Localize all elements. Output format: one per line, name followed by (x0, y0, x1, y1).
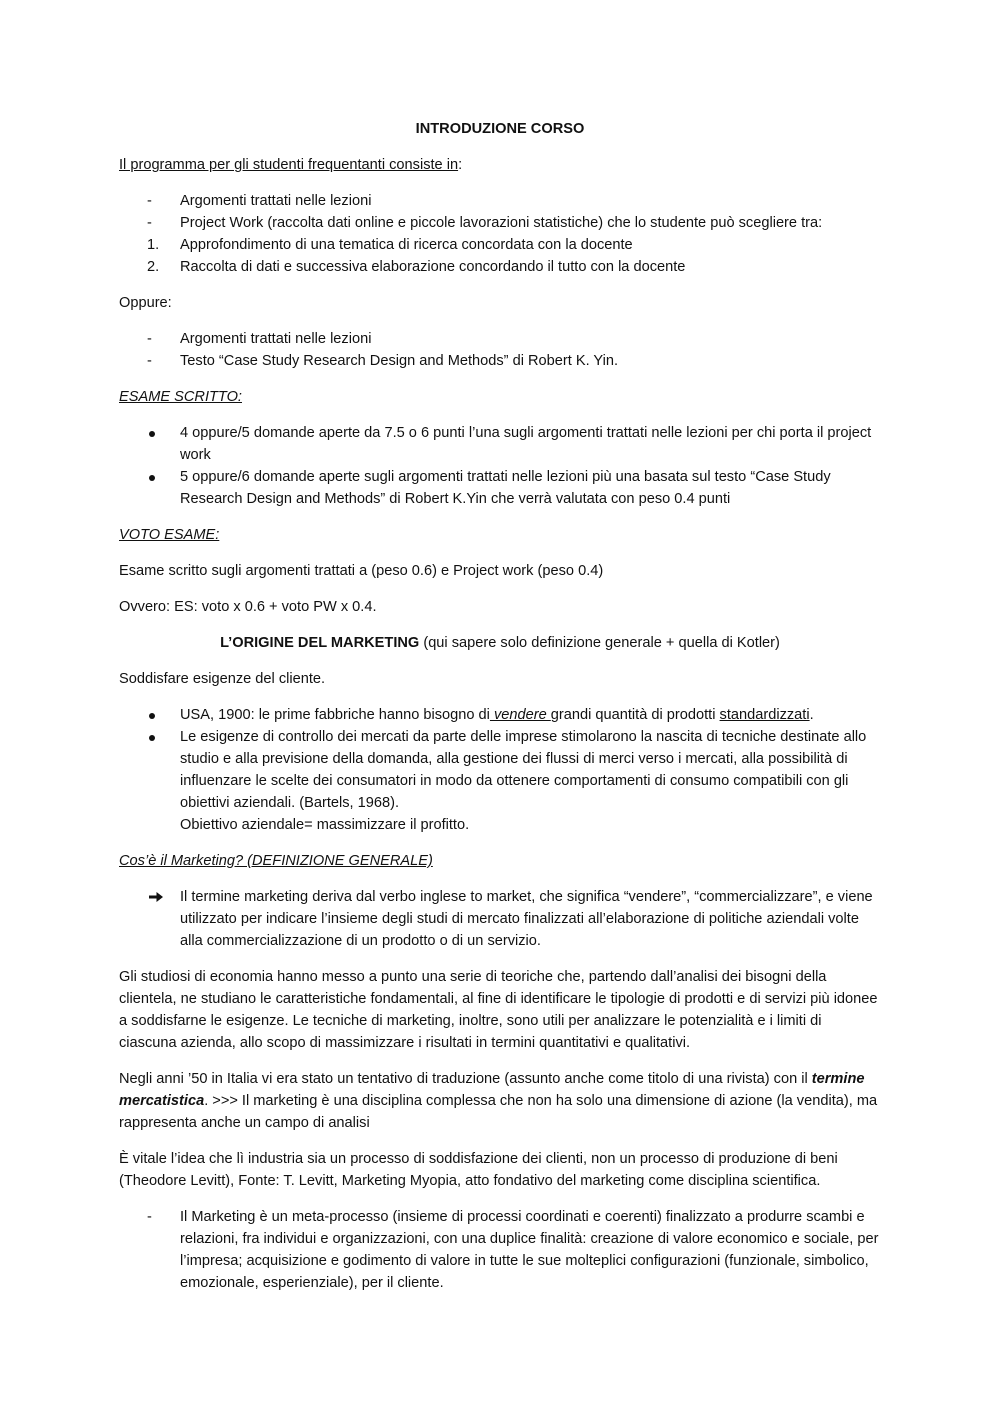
origine-list (119, 704, 881, 836)
list-item-text: 5 oppure/6 domande aperte sugli argomenti trattati nelle lezioni più una basata sul testo “Case Study Research Design and Methods” di Robert K.Yin che verrà valutata con peso 0.4 punti (180, 469, 831, 507)
list-item (119, 350, 881, 372)
list-marker: - (147, 353, 152, 369)
document-body (119, 118, 881, 1308)
list-marker: - (147, 215, 152, 231)
list-item-text: Argomenti trattati nelle lezioni (180, 331, 372, 347)
meta-list (119, 1206, 881, 1294)
esame-list (119, 422, 881, 510)
origine-bold: L’ORIGINE DEL MARKETING (220, 635, 420, 651)
bullet-icon (149, 735, 155, 741)
list-item-text: Testo “Case Study Research Design and Methods” di Robert K. Yin. (180, 353, 619, 369)
list-marker: - (147, 1209, 152, 1225)
program-intro-underlined: Il programma per gli studenti frequentanti consiste in (119, 157, 459, 173)
esame-heading: ESAME SCRITTO: (119, 389, 242, 405)
alternative-list (119, 328, 881, 372)
list-item (119, 704, 881, 726)
oppure-label: Oppure: (119, 295, 172, 311)
bullet-icon (149, 475, 155, 481)
origine-heading (119, 632, 881, 654)
list-item (119, 212, 881, 234)
voto-text: Esame scritto sugli argomenti trattati a (peso 0.6) e Project work (peso 0.4) (119, 563, 604, 579)
anni-text-c: . >>> Il marketing è una disciplina complessa che non ha solo una dimensione di azione (la vendita), ma rappresenta anche un campo di analisi (119, 1093, 878, 1131)
page-title: INTRODUZIONE CORSO (415, 121, 585, 137)
usa-text-a: USA, 1900: le prime fabbriche hanno bisogno di (180, 707, 490, 723)
bullet-icon (149, 713, 155, 719)
program-intro (119, 154, 881, 176)
list-item (119, 466, 881, 510)
list-item-text: Raccolta di dati e successiva elaborazione concordando il tutto con la docente (180, 259, 686, 275)
list-marker: 1. (147, 237, 160, 253)
list-item-text: Argomenti trattati nelle lezioni (180, 193, 372, 209)
program-intro-tail: : (458, 157, 463, 173)
list-item (119, 328, 881, 350)
usa-text-end: . (809, 707, 814, 723)
list-item (119, 234, 881, 256)
list-item-text: Le esigenze di controllo dei mercati da parte delle imprese stimolarono la nascita di tecniche destinate allo studio e alla previsione della domanda, alla gestione dei flussi di merci verso i mercati, alla possibilità di influenzare le scelte dei consumatori in modo da ottenere comportamenti di consumo compatibili con gli obiettivi aziendali. (Bartels, 1968). (180, 729, 867, 811)
anni-paragraph (119, 1068, 881, 1134)
voto-heading: VOTO ESAME: (119, 527, 220, 543)
list-marker: - (147, 331, 152, 347)
anni-text-term: termine mercatistica (119, 1071, 865, 1109)
list-item-text: 4 oppure/5 domande aperte da 7.5 o 6 punti l’una sugli argomenti trattati nelle lezioni per chi porta il project work (180, 425, 872, 463)
origine-note: (qui sapere solo definizione generale + quella di Kotler) (419, 635, 780, 651)
list-marker: - (147, 193, 152, 209)
studiosi-paragraph: Gli studiosi di economia hanno messo a punto una serie di teoriche che, partendo dall’analisi dei bisogni della clientela, ne studiano le caratteristiche fondamentali, al fine di identificare le tipologie di prodotti e di servizi più idonee a soddisfarne le esigenze. Le tecniche di marketing, inoltre, sono utili per analizzare le potenzialità e i limiti di ciascuna azienda, allo scopo di massimizzare i risultati in termini quantitativi e qualitativi. (119, 969, 878, 1051)
list-item (119, 1206, 881, 1294)
list-item (119, 422, 881, 466)
arrow-right-icon (148, 889, 164, 912)
list-item (119, 190, 881, 212)
voto-formula: Ovvero: ES: voto x 0.6 + voto PW x 0.4. (119, 599, 377, 615)
usa-text-standardizzati: standardizzati (719, 707, 810, 723)
bullet-icon (149, 431, 155, 437)
obiettivo-text: Obiettivo aziendale= massimizzare il profitto. (180, 817, 470, 833)
list-item (119, 256, 881, 278)
list-item-text: Il termine marketing deriva dal verbo inglese to market, che significa “vendere”, “commercializzare”, e viene utilizzato per indicare l’insieme degli studi di mercato finalizzati all’elaborazione di politiche aziendali volte alla commercializzazione di un prodotto o di un servizio. (180, 889, 873, 949)
list-item (119, 726, 881, 836)
list-marker: 2. (147, 259, 160, 275)
list-item-text: Project Work (raccolta dati online e piccole lavorazioni statistiche) che lo studente può scegliere tra: (180, 215, 823, 231)
usa-text-c: grandi quantità di prodotti (550, 707, 720, 723)
anni-text-a: Negli anni ’50 in Italia vi era stato un tentativo di traduzione (assunto anche come titolo di una rivista) con il (119, 1071, 812, 1087)
soddisfare-text: Soddisfare esigenze del cliente. (119, 671, 326, 687)
cose-heading: Cos’è il Marketing? (DEFINIZIONE GENERALE) (119, 853, 433, 869)
definition-list (119, 886, 881, 952)
vitale-paragraph: È vitale l’idea che lì industria sia un processo di soddisfazione dei clienti, non un processo di produzione di beni (Theodore Levitt), Fonte: T. Levitt, Marketing Myopia, atto fondativo del marketing come disciplina scientifica. (119, 1151, 838, 1189)
list-item-text: Il Marketing è un meta-processo (insieme di processi coordinati e coerenti) finalizzato a produrre scambi e relazioni, fra individui e organizzazioni, con una duplice finalità: creazione di valore economico e sociale, per l’impresa; acquisizione e godimento di valore in tutte le sue molteplici configurazioni (funzionale, simbolico, emozionale, esperienziale), per il cliente. (180, 1209, 879, 1291)
list-item (119, 886, 881, 952)
usa-text-vendere: vendere (489, 707, 551, 723)
list-item-text: Approfondimento di una tematica di ricerca concordata con la docente (180, 237, 633, 253)
program-list (119, 190, 881, 278)
